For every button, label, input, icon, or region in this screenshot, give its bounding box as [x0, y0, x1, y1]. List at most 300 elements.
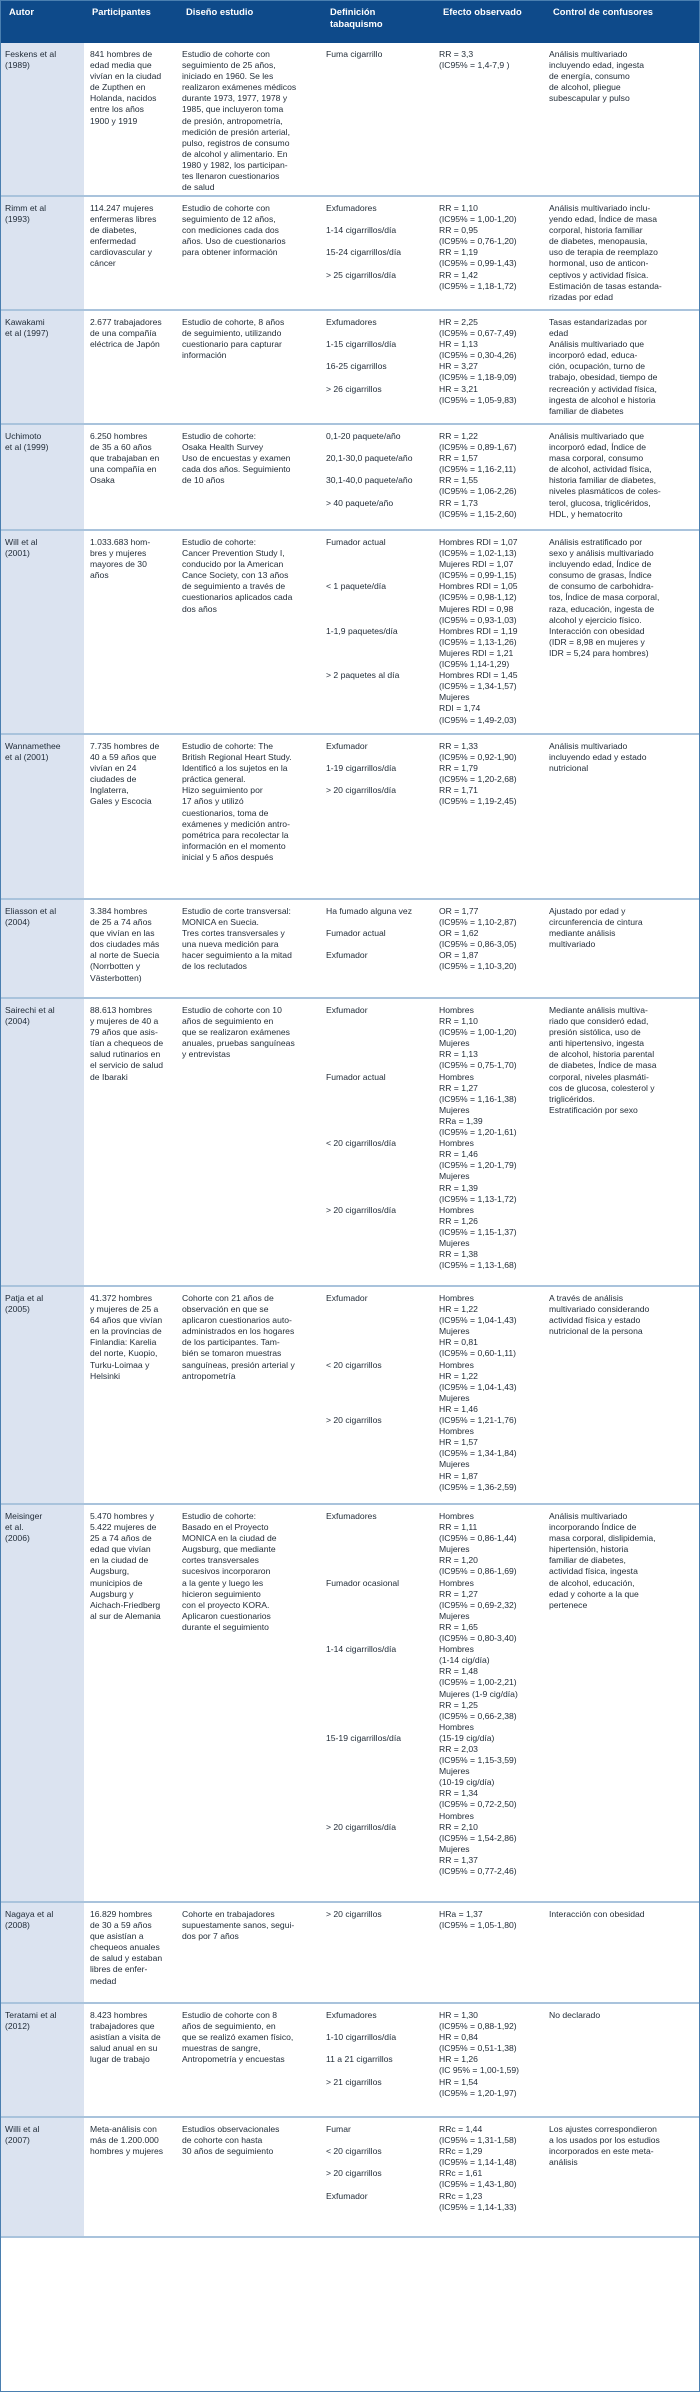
cell-line: (IC95% = 1,20-1,61) — [439, 1127, 517, 1138]
cell-line: de alcohol y alimentario. En — [182, 148, 288, 159]
cell-line: Augsburg y — [90, 1588, 134, 1599]
cell-line: medición de presión arterial, — [182, 126, 290, 137]
cell-line: (IC95% = 0,98-1,12) — [439, 592, 517, 603]
spacer — [326, 2157, 431, 2168]
cell-line: RR = 1,20 — [439, 1555, 478, 1566]
cell-line: cáncer — [90, 258, 116, 269]
spacer — [326, 486, 431, 497]
cell-line: Augsburg, que mediante — [182, 1544, 276, 1555]
cell-line: Basado en el Proyecto — [182, 1522, 269, 1533]
cell-line: rizadas por edad — [549, 291, 614, 302]
cell-line: RR = 1,55 — [439, 475, 478, 486]
cell-line: HDL, y hematocrito — [549, 508, 623, 519]
participants-cell — [84, 1504, 178, 1902]
cell-line: Hombres — [439, 1293, 474, 1303]
spacer — [326, 1600, 431, 1611]
study-design-cell — [178, 196, 322, 310]
spacer — [326, 1677, 431, 1688]
confounder-control-cell — [545, 998, 699, 1286]
spacer — [326, 659, 431, 670]
confounder-control-cell — [545, 899, 699, 998]
study-design-cell — [178, 899, 322, 998]
cell-line: 20,1-30,0 paquete/año — [326, 453, 413, 464]
cell-line: pométrica para recolectar la — [182, 829, 289, 840]
cell-line: Aichach-Friedberg — [90, 1599, 161, 1610]
cell-line: análisis — [549, 2157, 578, 2168]
cell-line: antropometría — [182, 1370, 236, 1381]
cell-line: 841 hombres de — [90, 49, 153, 59]
cell-line: Teratami et al — [5, 2010, 57, 2020]
header-row — [1, 1, 699, 43]
cell-line: riado que consideró edad, — [549, 1016, 649, 1027]
cell-line: HR = 1,22 — [439, 1370, 478, 1381]
confounder-control-cell — [545, 2117, 699, 2237]
cell-line: Feskens et al — [5, 49, 57, 59]
cell-line: HR = 1,87 — [439, 1470, 478, 1481]
cell-line: Hombres — [439, 1810, 474, 1821]
author-cell — [1, 43, 84, 196]
study-design-cell — [178, 2003, 322, 2117]
cell-line: nutricional de la persona — [549, 1326, 643, 1337]
cell-line: que se realizaron exámenes — [182, 1027, 290, 1038]
cell-line: (IC95% = 0,66-2,38) — [439, 1710, 517, 1721]
cell-line: ción, ocupación, turno de — [549, 361, 646, 372]
table-row — [1, 530, 699, 734]
cell-line: RR = 1,10 — [439, 203, 478, 213]
cell-line: multivariado considerando — [549, 1304, 650, 1315]
observed-effect-cell — [435, 424, 545, 530]
cell-line: de diabetes, menopausia, — [549, 236, 648, 247]
cell-line: de 10 años — [182, 475, 225, 486]
table-body — [1, 43, 699, 2237]
cell-line: ciudades de — [90, 774, 137, 785]
cell-line: Análisis multivariado — [549, 741, 628, 751]
cell-line: Hombres — [439, 1426, 474, 1437]
cell-line: Mujeres — [439, 1104, 470, 1115]
cell-line: Exfumador — [326, 950, 368, 961]
cell-line: RR = 1,10 — [439, 1016, 478, 1027]
spacer — [326, 1566, 431, 1577]
cell-line: vivían en la ciudad — [90, 71, 162, 82]
confounder-control-cell — [545, 734, 699, 899]
spacer — [326, 1326, 431, 1337]
observed-effect-cell — [435, 899, 545, 998]
smoking-definition-cell — [322, 899, 435, 998]
cell-line: de salud y estaban — [90, 1953, 163, 1964]
cell-line: Análisis multivariado — [549, 49, 628, 59]
spacer — [326, 442, 431, 453]
smoking-diabetes-studies-table — [1, 1, 699, 2238]
cell-line: (IC95% = 1,16-2,11) — [439, 464, 516, 475]
cell-line: (IC95% = 1,16-1,38) — [439, 1093, 517, 1104]
participants-cell — [84, 196, 178, 310]
study-design-cell — [178, 530, 322, 734]
cell-line: Nagaya et al — [5, 1909, 54, 1919]
cell-line: salud anual en su — [90, 2043, 158, 2054]
participants-cell — [84, 530, 178, 734]
cell-line: (IC95% = 0,86-3,05) — [439, 939, 517, 950]
spacer — [326, 1027, 431, 1038]
cell-line: Identificó a los sujetos en la — [182, 763, 288, 774]
cell-line: (IC95% = 1,49-2,03) — [439, 714, 517, 725]
cell-line: Estudio de cohorte: The — [182, 741, 274, 751]
cell-line: información — [182, 350, 227, 361]
cell-line: de alcohol, historia parental — [549, 1049, 655, 1060]
spacer — [326, 570, 431, 581]
participants-cell — [84, 2003, 178, 2117]
cell-line: mayores de 30 — [90, 559, 147, 570]
cell-line: et al (1997) — [5, 328, 49, 339]
cell-line: inicial y 5 años después — [182, 851, 274, 862]
cell-line: Helsinki — [90, 1370, 121, 1381]
cell-line: HR = 1,22 — [439, 1304, 478, 1315]
cell-line: iniciado en 1960. Se les — [182, 71, 274, 82]
spacer — [326, 350, 431, 361]
cell-line: (IC95% = 0,51-1,38) — [439, 2043, 517, 2054]
cell-line: RR = 1,37 — [439, 1854, 478, 1865]
cell-line: Mujeres — [439, 1766, 470, 1777]
cell-line: et al (2001) — [5, 752, 49, 763]
cell-line: HR = 3,27 — [439, 361, 478, 372]
participants-cell — [84, 1286, 178, 1504]
spacer — [326, 1016, 431, 1027]
author-cell — [1, 196, 84, 310]
table-row — [1, 1286, 699, 1504]
spacer — [326, 372, 431, 383]
cell-line: Estudio de cohorte: — [182, 1511, 257, 1521]
cell-line: Västerbotten) — [90, 972, 142, 983]
cell-line: (IC95% = 0,60-1,11) — [439, 1348, 516, 1359]
cell-line: que se realizó examen físico, — [182, 2032, 294, 2043]
cell-line: actividad física y estado — [549, 1315, 641, 1326]
cell-line: bién se tomaron muestras — [182, 1348, 282, 1359]
cell-line: tos, Índice de masa corporal, — [549, 592, 660, 603]
cell-line: (1993) — [5, 214, 30, 225]
spacer — [326, 1149, 431, 1160]
cell-line: una compañía en — [90, 464, 157, 475]
cell-line: 1-14 cigarrillos/día — [326, 1644, 397, 1655]
cell-line: 88.613 hombres — [90, 1005, 153, 1015]
cell-line: British Regional Heart Study. — [182, 752, 292, 763]
cell-line: con el proyecto KORA. — [182, 1599, 270, 1610]
cell-line: 30 años de seguimiento — [182, 2146, 274, 2157]
cell-line: (IC95% 1,14-1,29) — [439, 659, 510, 670]
cell-line: alcohol y ejercicio físico. — [549, 614, 642, 625]
cell-line: que asistían a — [90, 1931, 144, 1942]
cell-line: > 20 cigarrillos — [326, 1909, 382, 1919]
spacer — [326, 939, 431, 950]
confounder-control-cell — [545, 1286, 699, 1504]
cell-line: RR = 1,38 — [439, 1249, 478, 1260]
spacer — [326, 464, 431, 475]
cell-line: (IC95% = 1,04-1,43) — [439, 1315, 517, 1326]
participants-cell — [84, 2117, 178, 2237]
cell-line: 3.384 hombres — [90, 906, 148, 916]
cell-line: muestras de sangre, — [182, 2043, 261, 2054]
spacer — [326, 1589, 431, 1600]
cell-line: dos años — [182, 603, 217, 614]
observed-effect-cell — [435, 734, 545, 899]
cell-line: Osaka Health Survey — [182, 442, 264, 453]
author-cell — [1, 530, 84, 734]
cell-line: RR = 1,27 — [439, 1082, 478, 1093]
cell-line: de consumo de carbohidra- — [549, 581, 654, 592]
cell-line: Estudio de cohorte: — [182, 537, 257, 547]
smoking-definition-cell — [322, 530, 435, 734]
cell-line: < 20 cigarrillos — [326, 2146, 382, 2157]
cell-line: incluyendo edad, Índice de — [549, 559, 652, 570]
cell-line: RR = 3,3 — [439, 49, 474, 59]
cell-line: de cohorte con hasta — [182, 2135, 263, 2146]
spacer — [326, 917, 431, 928]
spacer — [326, 2021, 431, 2032]
cell-line: (IC95% = 1,34-1,57) — [439, 681, 517, 692]
cell-line: durante el seguimiento — [182, 1621, 269, 1632]
cell-line: mediante análisis — [549, 928, 616, 939]
cell-line: < 1 paquete/día — [326, 581, 386, 592]
cell-line: de presión, antropometría, — [182, 115, 283, 126]
cell-line: Eliasson et al — [5, 906, 57, 916]
cell-line: información en el momento — [182, 840, 286, 851]
cell-line: (IC95% = 1,13-1,26) — [439, 636, 517, 647]
cell-line: enfermeras libres — [90, 214, 157, 225]
cell-line: Mujeres — [439, 1171, 470, 1182]
cell-line: (2008) — [5, 1920, 30, 1931]
spacer — [326, 1194, 431, 1205]
cell-line: 30,1-40,0 paquete/año — [326, 475, 413, 486]
cell-line: et al (1999) — [5, 442, 49, 453]
spacer — [326, 1315, 431, 1326]
cell-line: trabajadores que — [90, 2021, 155, 2032]
cell-line: Hizo seguimiento por — [182, 785, 263, 796]
author-cell — [1, 424, 84, 530]
cell-line: Gales y Escocia — [90, 796, 152, 807]
spacer — [326, 1689, 431, 1700]
header-label: Diseño estudio — [186, 6, 254, 17]
cell-line: 7.735 hombres de — [90, 741, 160, 751]
cell-line: años — [90, 570, 109, 581]
cell-line: < 20 cigarrillos/día — [326, 1138, 396, 1149]
cell-line: consumo de grasas, Índice — [549, 570, 652, 581]
cell-line: cortes transversales — [182, 1555, 259, 1566]
cell-line: Hombres — [439, 1071, 474, 1082]
cell-line: Tres cortes transversales y — [182, 928, 285, 939]
cell-line: Willi et al — [5, 2124, 40, 2134]
spacer — [326, 2135, 431, 2146]
cell-line: con mediciones cada dos — [182, 225, 279, 236]
header-label: Efecto observado — [443, 6, 522, 17]
cell-line: Fuma cigarrillo — [326, 49, 383, 59]
cell-line: (IC95% = 0,89-1,67) — [439, 442, 517, 453]
cell-line: Hombres — [439, 1005, 474, 1015]
cell-line: (2004) — [5, 1016, 30, 1027]
cell-line: 1900 y 1919 — [90, 115, 138, 126]
cell-line: Mujeres — [439, 1544, 470, 1555]
cell-line: cos de glucosa, colesterol y — [549, 1082, 655, 1093]
cell-line: 1980 y 1982, los participan- — [182, 159, 288, 170]
cell-line: Uchimoto — [5, 431, 42, 441]
cell-line: terol, glucosa, triglicéridos, — [549, 497, 651, 508]
cell-line: hipertensión, historia — [549, 1544, 629, 1555]
cell-line: de Ibaraki — [90, 1071, 128, 1082]
cell-line: 0,1-20 paquete/año — [326, 431, 401, 441]
cell-line: al norte de Suecia — [90, 950, 160, 961]
cell-line: > 40 paquete/año — [326, 497, 394, 508]
cell-line: Hombres RDI = 1,07 — [439, 537, 518, 547]
cell-line: RR = 1,42 — [439, 269, 478, 280]
cell-line: Finlandia: Karelia — [90, 1337, 157, 1348]
cell-line: (IC95% = 1,18-1,72) — [439, 280, 517, 291]
cell-line: Mujeres RDI = 1,21 — [439, 647, 514, 658]
spacer — [326, 1404, 431, 1415]
spacer — [326, 604, 431, 615]
cell-line: y mujeres de 25 a — [90, 1304, 159, 1315]
author-cell — [1, 734, 84, 899]
study-design-cell — [178, 734, 322, 899]
cell-line: (IC95% = 0,86-1,69) — [439, 1566, 517, 1577]
cell-line: edad que vivían — [90, 1544, 151, 1555]
cell-line: IDR = 5,24 para hombres) — [549, 647, 649, 658]
author-cell — [1, 899, 84, 998]
spacer — [326, 1382, 431, 1393]
table-row — [1, 310, 699, 424]
cell-line: Cancer Prevention Study I, — [182, 548, 285, 559]
cell-line: 8.423 hombres — [90, 2010, 148, 2020]
cell-line: hicieron seguimiento — [182, 1588, 261, 1599]
smoking-definition-cell — [322, 998, 435, 1286]
cell-line: A través de análisis — [549, 1293, 624, 1303]
cell-line: Mujeres — [439, 692, 470, 703]
cell-line: entre los años — [90, 104, 144, 115]
cell-line: años de seguimiento, en — [182, 2021, 276, 2032]
cell-line: lugar de trabajo — [90, 2054, 150, 2065]
cell-line: Mujeres — [439, 1610, 470, 1621]
spacer — [326, 1544, 431, 1555]
participants-cell — [84, 43, 178, 196]
cell-line: masa corporal, dislipidemia, — [549, 1533, 656, 1544]
author-cell — [1, 2117, 84, 2237]
cell-line: (IC95% = 0,30-4,26) — [439, 350, 517, 361]
cell-line: Aplicaron cuestionarios — [182, 1610, 271, 1621]
observed-effect-cell — [435, 1902, 545, 2003]
cell-line: (IC95% = 1,00-2,21) — [439, 1677, 517, 1688]
cell-line: cada dos años. Seguimiento — [182, 464, 291, 475]
cell-line: RRc = 1,61 — [439, 2168, 483, 2179]
cell-line: RR = 1,34 — [439, 1788, 478, 1799]
cell-line: RR = 1,79 — [439, 763, 478, 774]
cell-line: nutricional — [549, 763, 589, 774]
cell-line: años de seguimiento en — [182, 1016, 274, 1027]
cell-line: Exfumadores — [326, 317, 377, 327]
cell-line: Hombres RDI = 1,05 — [439, 581, 518, 592]
cell-line: 6.250 hombres — [90, 431, 148, 441]
spacer — [326, 1060, 431, 1071]
cell-line: hormonal, uso de anticon- — [549, 258, 649, 269]
cell-line: Osaka — [90, 475, 115, 486]
cell-line: para obtener información — [182, 247, 278, 258]
cell-line: asistían a visita de — [90, 2032, 161, 2043]
cell-line: RR = 1,27 — [439, 1588, 478, 1599]
cell-line: > 20 cigarrillos — [326, 2168, 382, 2179]
observed-effect-cell — [435, 196, 545, 310]
table-row — [1, 424, 699, 530]
participants-cell — [84, 998, 178, 1286]
spacer — [326, 1304, 431, 1315]
confounder-control-cell — [545, 196, 699, 310]
cell-line: RR = 1,73 — [439, 497, 478, 508]
cell-line: OR = 1,62 — [439, 928, 479, 939]
cell-line: incorporó edad, educa- — [549, 350, 638, 361]
cell-line: 1-15 cigarrillos/día — [326, 339, 397, 350]
cell-line: 1-19 cigarrillos/día — [326, 763, 397, 774]
cell-line: (IC95% = 1,15-2,60) — [439, 508, 517, 519]
smoking-definition-cell — [322, 43, 435, 196]
cell-line: > 20 cigarrillos/día — [326, 1821, 396, 1832]
cell-line: libres de enfer- — [90, 1964, 148, 1975]
cell-line: bres y mujeres — [90, 548, 147, 559]
confounder-control-cell — [545, 1504, 699, 1902]
cell-line: (IC95% = 1,02-1,13) — [439, 548, 517, 559]
cell-line: RR = 1,39 — [439, 1182, 478, 1193]
cell-line: (IC95% = 1,13-1,68) — [439, 1260, 517, 1271]
cell-line: de los reclutados — [182, 961, 247, 972]
cell-line: 11 a 21 cigarrillos — [326, 2054, 393, 2065]
table-row — [1, 998, 699, 1286]
cell-line: Exfumador — [326, 1293, 368, 1303]
cell-line: 41.372 hombres — [90, 1293, 153, 1303]
cell-line: de 35 a 60 años — [90, 442, 152, 453]
observed-effect-cell — [435, 2003, 545, 2117]
cell-line: OR = 1,77 — [439, 906, 479, 916]
author-cell — [1, 310, 84, 424]
spacer — [326, 2043, 431, 2054]
cell-line: 16-25 cigarrillos — [326, 361, 387, 372]
spacer — [326, 1337, 431, 1348]
smoking-definition-cell — [322, 1504, 435, 1902]
cell-line: niveles plasmáticos de coles- — [549, 486, 661, 497]
cell-line: (IC 95% = 1,00-1,59) — [439, 2065, 520, 2076]
cell-line: (2004) — [5, 917, 30, 928]
cell-line: Mujeres — [439, 1237, 470, 1248]
spacer — [326, 637, 431, 648]
cell-line: Estudio de cohorte con — [182, 203, 270, 213]
cell-line: Ha fumado alguna vez — [326, 906, 412, 916]
cell-line: 1-14 cigarrillos/día — [326, 225, 397, 236]
cell-line: HR = 1,30 — [439, 2010, 478, 2020]
cell-line: Análisis multivariado que — [549, 431, 645, 441]
cell-line: (IC95% = 0,75-1,70) — [439, 1060, 517, 1071]
cell-line: uso de terapia de reemplazo — [549, 247, 658, 258]
cell-line: 15-19 cigarrillos/día — [326, 1732, 401, 1743]
spacer — [326, 1083, 431, 1094]
cell-line: (IC95% = 1,54-2,86) — [439, 1832, 517, 1843]
participants-cell — [84, 899, 178, 998]
cell-line: (IC95% = 1,14-1,48) — [439, 2157, 517, 2168]
table-row — [1, 899, 699, 998]
cell-line: trabajo, obesidad, tiempo de — [549, 372, 658, 383]
cell-line: Patja et al — [5, 1293, 44, 1303]
cell-line: pertenece — [549, 1599, 588, 1610]
header-diseno — [178, 1, 322, 43]
author-cell — [1, 1902, 84, 2003]
spacer — [326, 1127, 431, 1138]
cell-line: MONICA en Suecia. — [182, 917, 259, 928]
cell-line: Hombres — [439, 1359, 474, 1370]
cell-line: administrados en los hogares — [182, 1326, 295, 1337]
smoking-definition-cell — [322, 2117, 435, 2237]
spacer — [326, 1160, 431, 1171]
cell-line: (IC95% = 1,20-1,79) — [439, 1160, 517, 1171]
